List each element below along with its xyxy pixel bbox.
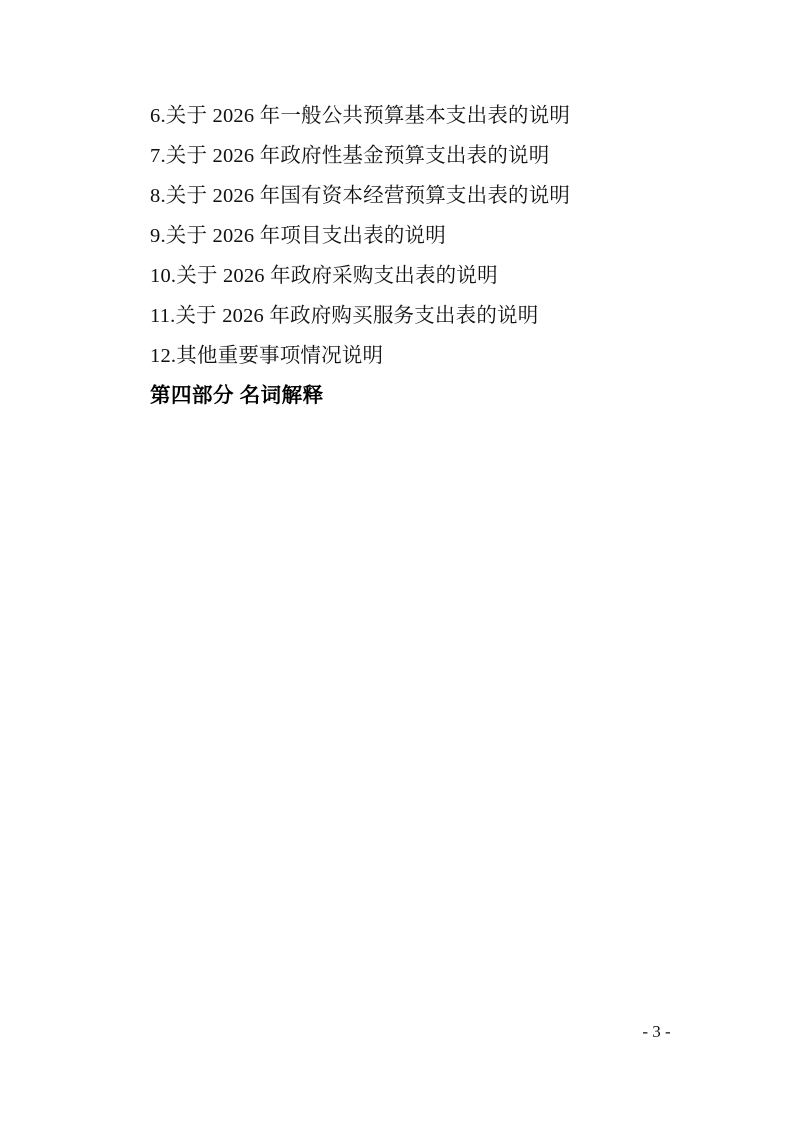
list-item: 6.关于 2026 年一般公共预算基本支出表的说明 bbox=[150, 105, 571, 127]
list-item: 7.关于 2026 年政府性基金预算支出表的说明 bbox=[150, 145, 550, 167]
section-heading: 第四部分 名词解释 bbox=[150, 385, 324, 407]
page-number: - 3 - bbox=[642, 1022, 671, 1041]
table-of-contents bbox=[150, 96, 650, 416]
list-item: 11.关于 2026 年政府购买服务支出表的说明 bbox=[150, 305, 539, 327]
list-item: 10.关于 2026 年政府采购支出表的说明 bbox=[150, 265, 498, 287]
list-item: 8.关于 2026 年国有资本经营预算支出表的说明 bbox=[150, 185, 571, 207]
list-item: 9.关于 2026 年项目支出表的说明 bbox=[150, 225, 446, 247]
list-item: 12.其他重要事项情况说明 bbox=[150, 345, 384, 367]
